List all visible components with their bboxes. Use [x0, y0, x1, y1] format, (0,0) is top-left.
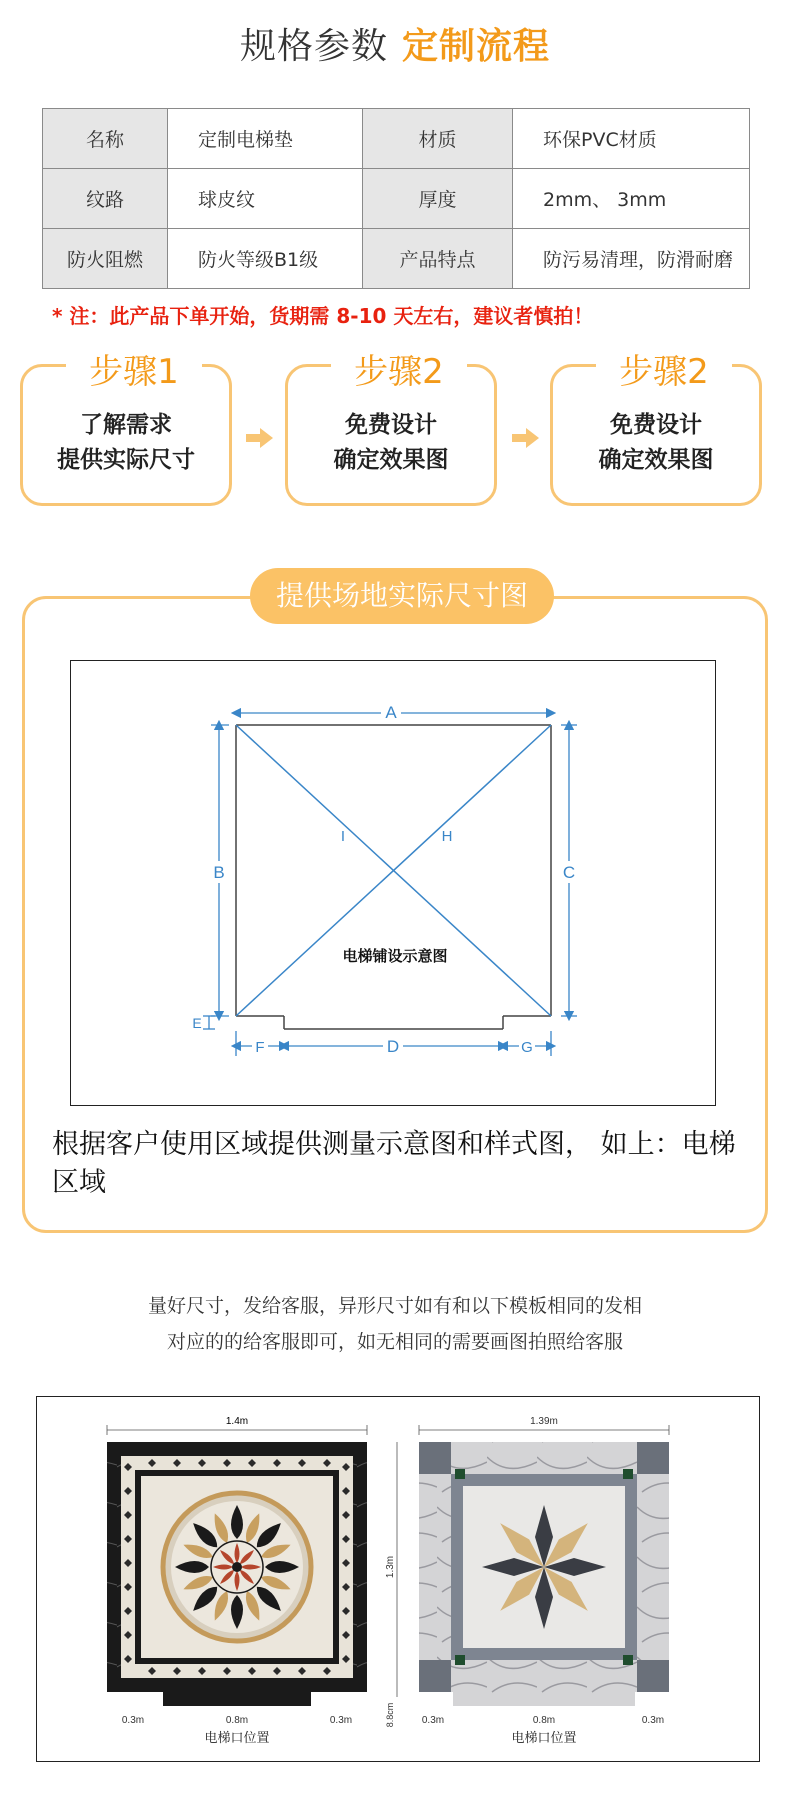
table-row	[43, 169, 750, 229]
sample-right	[385, 1416, 669, 1746]
sample-right-width: 1.39m	[530, 1416, 558, 1427]
label-i: I	[340, 828, 346, 845]
table-row	[43, 229, 750, 289]
site-description: 根据客户使用区域提供测量示意图和样式图， 如上：电梯区域	[52, 1129, 736, 1198]
spec-value: 防污易清理，防滑耐磨	[513, 229, 750, 289]
sample-templates	[36, 1396, 760, 1762]
title-process: 定制流程	[402, 26, 551, 67]
label-f: F	[255, 1039, 265, 1056]
step-line: 确定效果图	[598, 447, 714, 473]
sample-right-dim-mid: 0.8m	[532, 1715, 556, 1726]
spec-value: 球皮纹	[168, 169, 363, 229]
delivery-note: * 注：此产品下单开始，货期需 8-10 天左右，建议者慎拍！	[52, 304, 594, 328]
spec-table	[42, 108, 750, 289]
sample-left-dim-right: 0.3m	[329, 1715, 353, 1726]
instruction-line-1: 量好尺寸，发给客服，异形尺寸如有和以下模板相同的发相	[147, 1295, 642, 1317]
instruction-line-2: 对应的的给客服即可，如无相同的需要画图拍照给客服	[166, 1331, 623, 1353]
spec-value: 防火等级B1级	[168, 229, 363, 289]
sample-left-caption: 电梯口位置	[204, 1731, 270, 1746]
spec-key: 产品特点	[363, 229, 513, 289]
page-title	[0, 18, 790, 69]
step-body	[20, 408, 232, 478]
step-line: 了解需求	[80, 412, 172, 438]
arrow-right-icon	[512, 428, 540, 448]
label-a: A	[385, 703, 397, 722]
diagram-caption: 电梯铺设示意图	[342, 947, 448, 965]
label-h: H	[441, 828, 453, 845]
step-title: 步骤2	[596, 344, 732, 393]
spec-key: 厚度	[363, 169, 513, 229]
elevator-diagram	[70, 660, 716, 1106]
sample-left-width: 1.4m	[225, 1416, 249, 1427]
sample-right-caption: 电梯口位置	[511, 1731, 577, 1746]
star-pattern	[482, 1505, 606, 1629]
step-body	[285, 408, 497, 478]
sample-left-dim-mid: 0.8m	[225, 1715, 249, 1726]
spec-key: 名称	[43, 109, 168, 169]
label-d: D	[386, 1037, 400, 1056]
step-line: 提供实际尺寸	[57, 447, 195, 473]
diagonal-lines	[236, 725, 551, 1016]
sample-left	[107, 1416, 367, 1746]
label-c: C	[562, 863, 576, 882]
spec-value: 2mm、 3mm	[513, 169, 750, 229]
spec-key: 纹路	[43, 169, 168, 229]
sample-right-notch: 8.8cm	[385, 1702, 395, 1728]
step-line: 确定效果图	[333, 447, 449, 473]
spec-key: 防火阻燃	[43, 229, 168, 289]
step-line: 免费设计	[610, 412, 702, 438]
medallion	[175, 1505, 299, 1629]
step-line: 免费设计	[345, 412, 437, 438]
sample-right-dim-left: 0.3m	[421, 1715, 445, 1726]
elevator-diagram-svg	[71, 661, 714, 1104]
label-g: G	[521, 1039, 533, 1056]
spec-value: 环保PVC材质	[513, 109, 750, 169]
sample-right-dim-right: 0.3m	[641, 1715, 665, 1726]
table-row	[43, 109, 750, 169]
site-size-pill: 提供场地实际尺寸图	[250, 568, 554, 624]
step-body	[550, 408, 762, 478]
spec-key: 材质	[363, 109, 513, 169]
label-e: E	[192, 1015, 202, 1031]
step-title: 步骤2	[331, 344, 467, 393]
label-b: B	[213, 863, 225, 882]
sample-templates-svg	[37, 1397, 758, 1760]
sample-left-dim-left: 0.3m	[121, 1715, 145, 1726]
dimension-lines	[203, 713, 577, 1056]
step-title: 步骤1	[66, 344, 202, 393]
title-spec: 规格参数	[239, 26, 388, 67]
arrow-right-icon	[246, 428, 274, 448]
sample-right-height: 1.3m	[385, 1555, 396, 1579]
diagram-outline	[236, 725, 551, 1029]
spec-value: 定制电梯垫	[168, 109, 363, 169]
